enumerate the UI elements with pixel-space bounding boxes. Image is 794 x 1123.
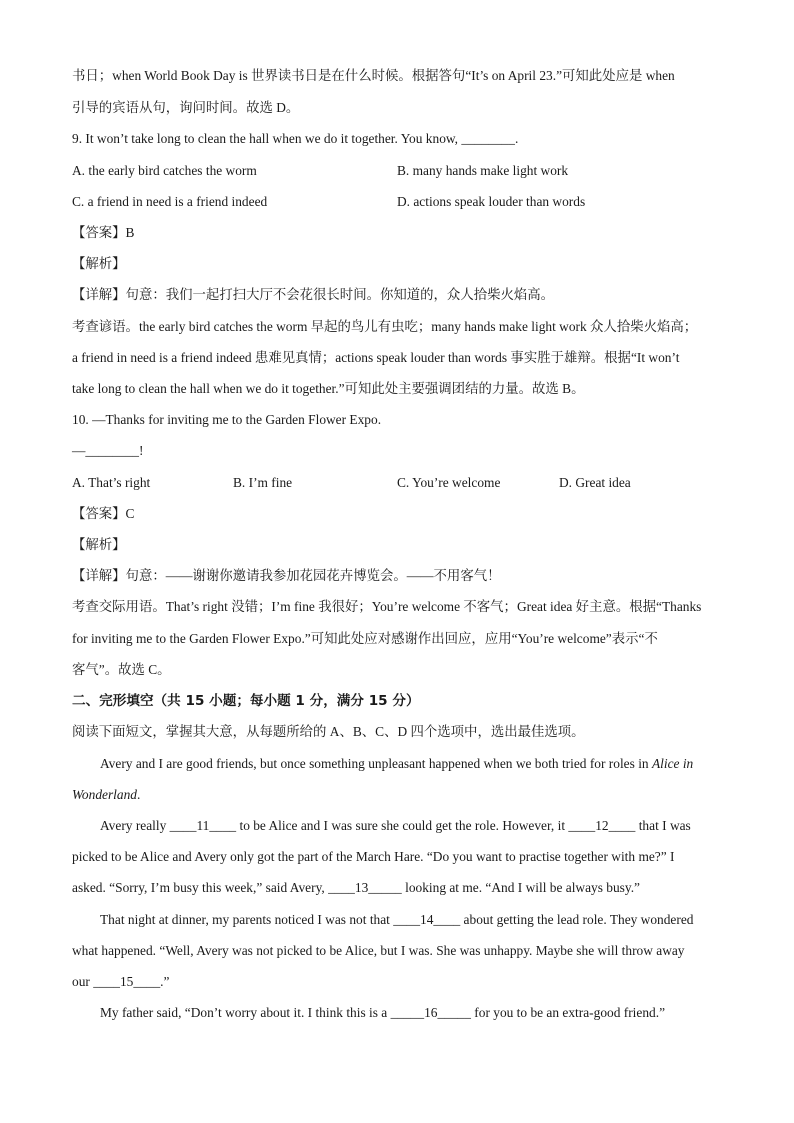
blank-11: ____11____ <box>169 818 237 833</box>
passage-line: My father said, “Don’t worry about it. I think this is a _____16_____ for you to be an extra-good friend.” <box>100 1005 666 1020</box>
analysis-label: 【解析】 <box>72 537 126 552</box>
passage-line: our ____15____.” <box>72 974 170 989</box>
text-line: 书日；when World Book Day is 世界读书日是在什么时候。根据答句“It’s on April 23.”可知此处应是 when <box>72 68 675 83</box>
question-10-reply: —________! <box>72 443 144 458</box>
option-d: D. actions speak louder than words <box>397 194 586 209</box>
text-line: a friend in need is a friend indeed 患难见真情；actions speak louder than words 事实胜于雄辩。根据“It won’t <box>72 350 680 365</box>
passage-line: picked to be Alice and Avery only got the part of the March Hare. “Do you want to practise together with me?” I <box>72 849 675 864</box>
option-d: D. Great idea <box>559 475 631 490</box>
option-a: A. That’s right <box>72 475 151 490</box>
blank-13: ____13_____ <box>328 880 402 895</box>
option-a: A. the early bird catches the worm <box>72 163 257 178</box>
question-10: 10. —Thanks for inviting me to the Garden Flower Expo. <box>72 412 382 427</box>
option-c: C. You’re welcome <box>397 475 501 490</box>
detail-line: 【详解】句意：我们一起打扫大厅不会花很长时间。你知道的，众人拾柴火焰高。 <box>72 287 555 302</box>
text-line: for inviting me to the Garden Flower Expo.”可知此处应对感谢作出回应，应用“You’re welcome”表示“不 <box>72 631 658 646</box>
passage-line: Avery and I are good friends, but once something unpleasant happened when we both tried for roles in Alice in <box>100 756 694 771</box>
blank-16: _____16_____ <box>390 1005 471 1020</box>
text-line: 客气”。故选 C。 <box>72 662 171 677</box>
text-line: 考查谚语。the early bird catches the worm 早起的鸟儿有虫吃；many hands make light work 众人拾柴火焰高； <box>72 319 698 334</box>
passage-line: That night at dinner, my parents noticed I was not that ____14____ about getting the lead role. They wondered <box>100 912 694 927</box>
option-c: C. a friend in need is a friend indeed <box>72 194 268 209</box>
option-row <box>72 474 732 492</box>
detail-line: 【详解】句意：——谢谢你邀请我参加花园花卉博览会。——不用客气！ <box>72 568 501 583</box>
option-row <box>72 193 732 211</box>
text-line: 引导的宾语从句，询问时间。故选 D。 <box>72 100 300 115</box>
section-instruction: 阅读下面短文，掌握其大意，从每题所给的 A、B、C、D 四个选项中，选出最佳选项。 <box>72 724 585 739</box>
question-9: 9. It won’t take long to clean the hall when we do it together. You know, ________. <box>72 131 519 146</box>
option-b: B. many hands make light work <box>397 163 569 178</box>
blank-15: ____15____ <box>93 974 161 989</box>
text-line: take long to clean the hall when we do it together.”可知此处主要强调团结的力量。故选 B。 <box>72 381 585 396</box>
text-line: 考查交际用语。That’s right 没错；I’m fine 我很好；You’re welcome 不客气；Great idea 好主意。根据“Thanks <box>72 599 702 614</box>
section-heading: 二、完形填空（共 15 小题；每小题 1 分，满分 15 分） <box>72 693 420 709</box>
answer-label: 【答案】C <box>72 506 135 521</box>
passage-line: Avery really ____11____ to be Alice and I was sure she could get the role. However, it ____12____ that I was <box>100 818 691 833</box>
answer-label: 【答案】B <box>72 225 135 240</box>
option-b: B. I’m fine <box>233 475 293 490</box>
analysis-label: 【解析】 <box>72 256 126 271</box>
passage-line: what happened. “Well, Avery was not picked to be Alice, but I was. She was unhappy. Maybe she will throw away <box>72 943 685 958</box>
blank-12: ____12____ <box>568 818 636 833</box>
passage-line: asked. “Sorry, I’m busy this week,” said Avery, ____13_____ looking at me. “And I will be always busy.” <box>72 880 641 895</box>
passage-line: Wonderland. <box>72 787 141 802</box>
option-row <box>72 162 732 180</box>
blank-14: ____14____ <box>393 912 461 927</box>
